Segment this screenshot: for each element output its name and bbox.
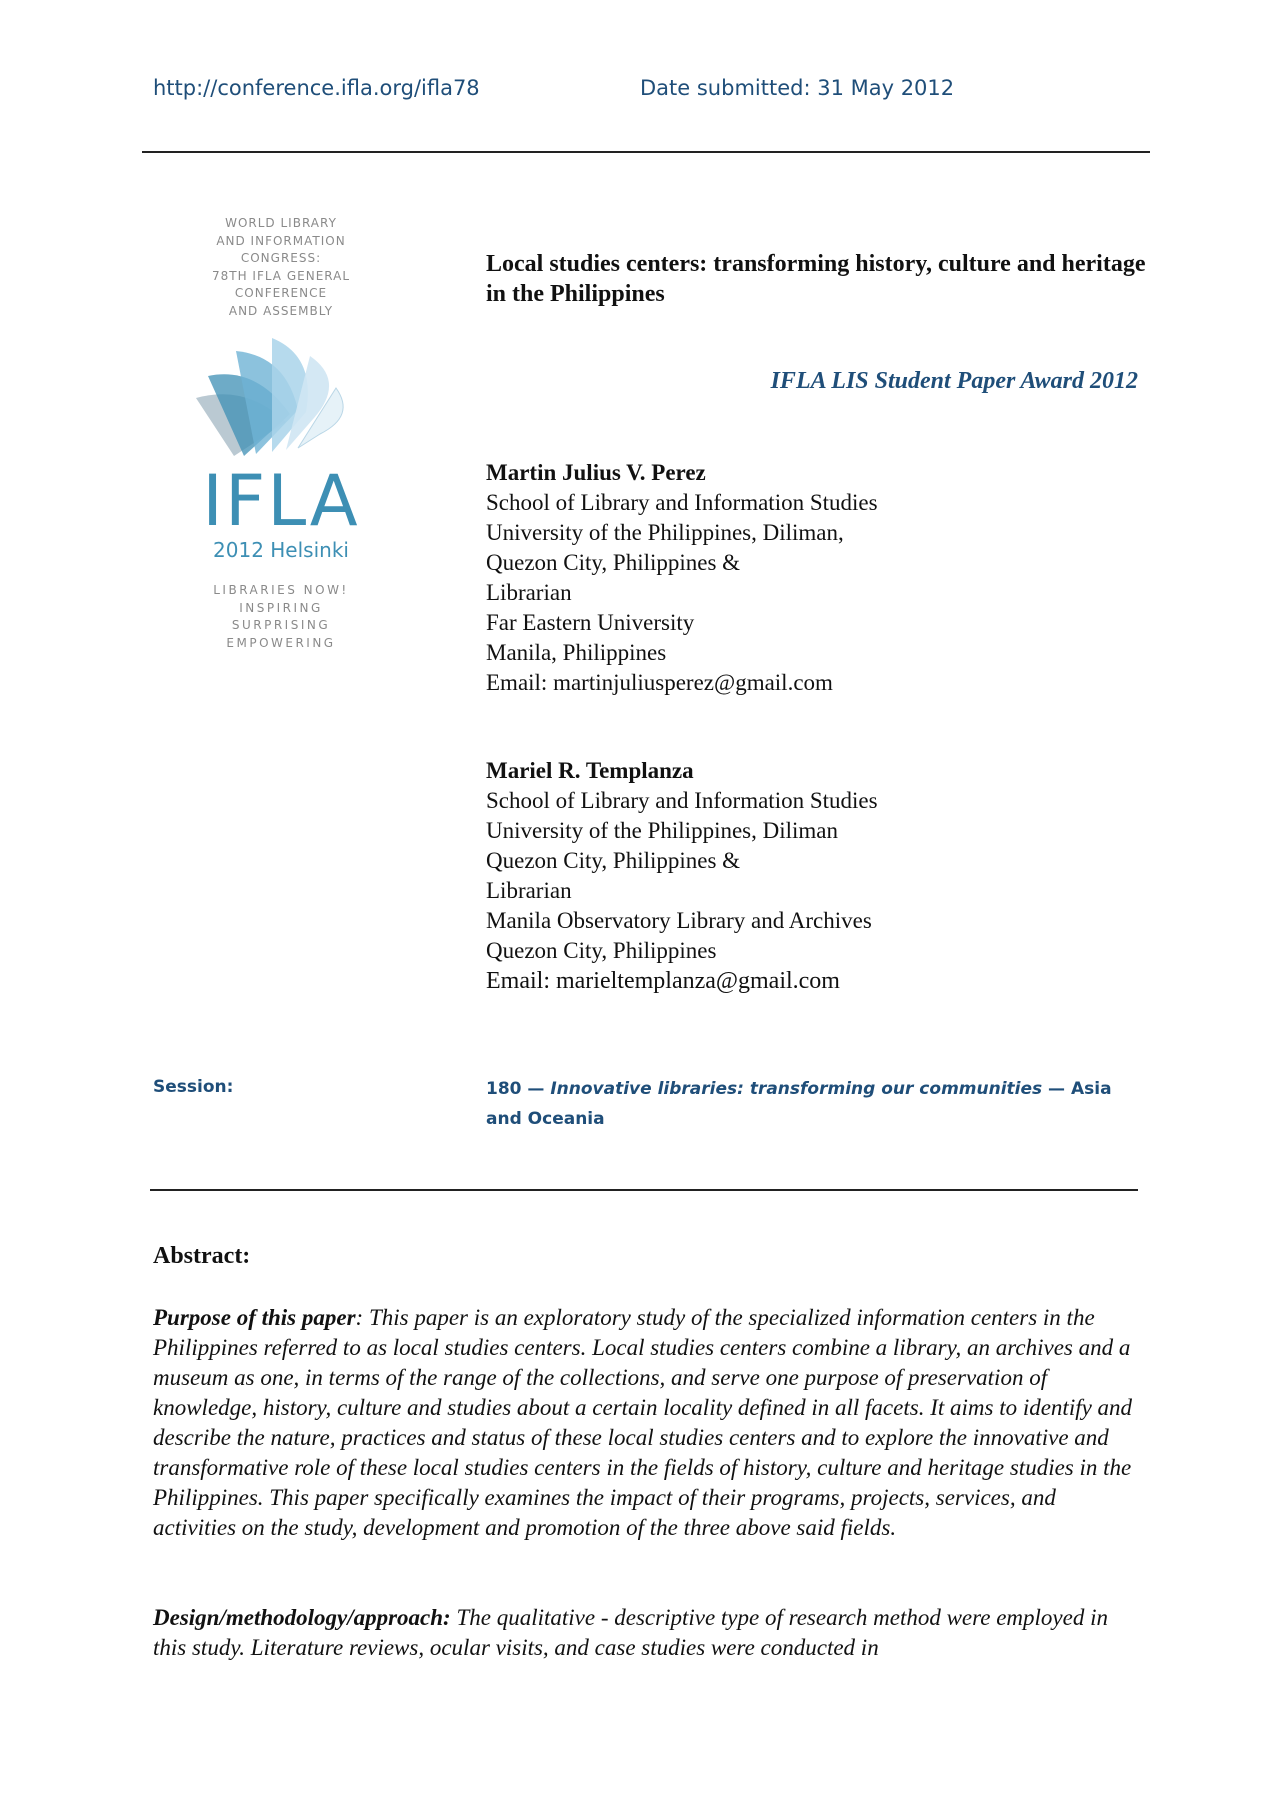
author-line: School of Library and Information Studies [486,490,878,515]
design-paragraph [153,1603,1143,1663]
author-line: Manila Observatory Library and Archives [486,908,872,933]
logo-city: 2012 Helsinki [213,538,349,562]
author-line: University of the Philippines, Diliman, [486,520,844,545]
author-name: Mariel R. Templanza [486,758,694,783]
design-text: The qualitative - descriptive type of research method were employed in this study. Literature reviews, ocular visits, and case studies were conducted in [153,1605,1108,1660]
paper-title: Local studies centers: transforming history, culture and heritage in the Philippines [486,251,1146,307]
author-line: University of the Philippines, Diliman [486,818,838,843]
header-rule [142,151,1150,153]
session-name: Innovative libraries: transforming our communities [550,1079,1043,1099]
session-number: 180 — [486,1079,545,1099]
abstract-heading: Abstract: [153,1243,251,1269]
author-line: Librarian [486,580,572,605]
ifla-logo [186,215,376,652]
author-line: School of Library and Information Studies [486,788,878,813]
author-line: Librarian [486,878,572,903]
ifla-wordmark: IFLA [202,460,360,542]
author-line: Quezon City, Philippines & [486,550,741,575]
author-block [486,458,878,698]
author-line: Manila, Philippines [486,640,667,665]
author-block [486,756,878,996]
purpose-text: : This paper is an exploratory study of the specialized information centers in the Philippines referred to as local studies centers. Local studies centers combine a library, an archives and a museum as one, in terms of the range of the collections, and serve one purpose of preservation of knowledge, history, culture and studies about a certain locality defined in all facets. It aims to identify and describe the nature, practices and status of these local studies centers and to explore the innovative and transformative role of these local studies centers in the fields of history, culture and heritage studies in the Philippines. This paper specifically examines the impact of their programs, projects, services, and activities on the study, development and promotion of the three above said fields. [153,1305,1133,1540]
logo-tagline: LIBRARIES NOW! INSPIRING SURPRISING EMPOWERING [213,583,349,650]
award-line: IFLA LIS Student Paper Award 2012 [770,368,1138,394]
purpose-label: Purpose of this paper [153,1305,356,1330]
date-submitted: Date submitted: 31 May 2012 [640,76,955,100]
author-email[interactable]: Email: martinjuliusperez@gmail.com [486,670,833,695]
session-region: — Asia and Oceania [486,1079,1112,1129]
session-rule [150,1189,1138,1191]
author-name: Martin Julius V. Perez [486,460,706,485]
author-line: Quezon City, Philippines & [486,848,741,873]
book-pages-icon [186,326,376,466]
purpose-paragraph [153,1303,1143,1543]
author-line: Quezon City, Philippines [486,938,717,963]
author-email[interactable]: Email: marieltemplanza@gmail.com [486,968,840,994]
session-value [486,1074,1146,1134]
author-line: Far Eastern University [486,610,695,635]
session-label: Session: [153,1077,234,1097]
header-url[interactable]: http://conference.ifla.org/ifla78 [153,76,480,100]
design-label: Design/methodology/approach: [153,1605,451,1630]
logo-caption: WORLD LIBRARY AND INFORMATION CONGRESS: 78TH IFLA GENERAL CONFERENCE AND ASSEMBLY [211,216,351,318]
